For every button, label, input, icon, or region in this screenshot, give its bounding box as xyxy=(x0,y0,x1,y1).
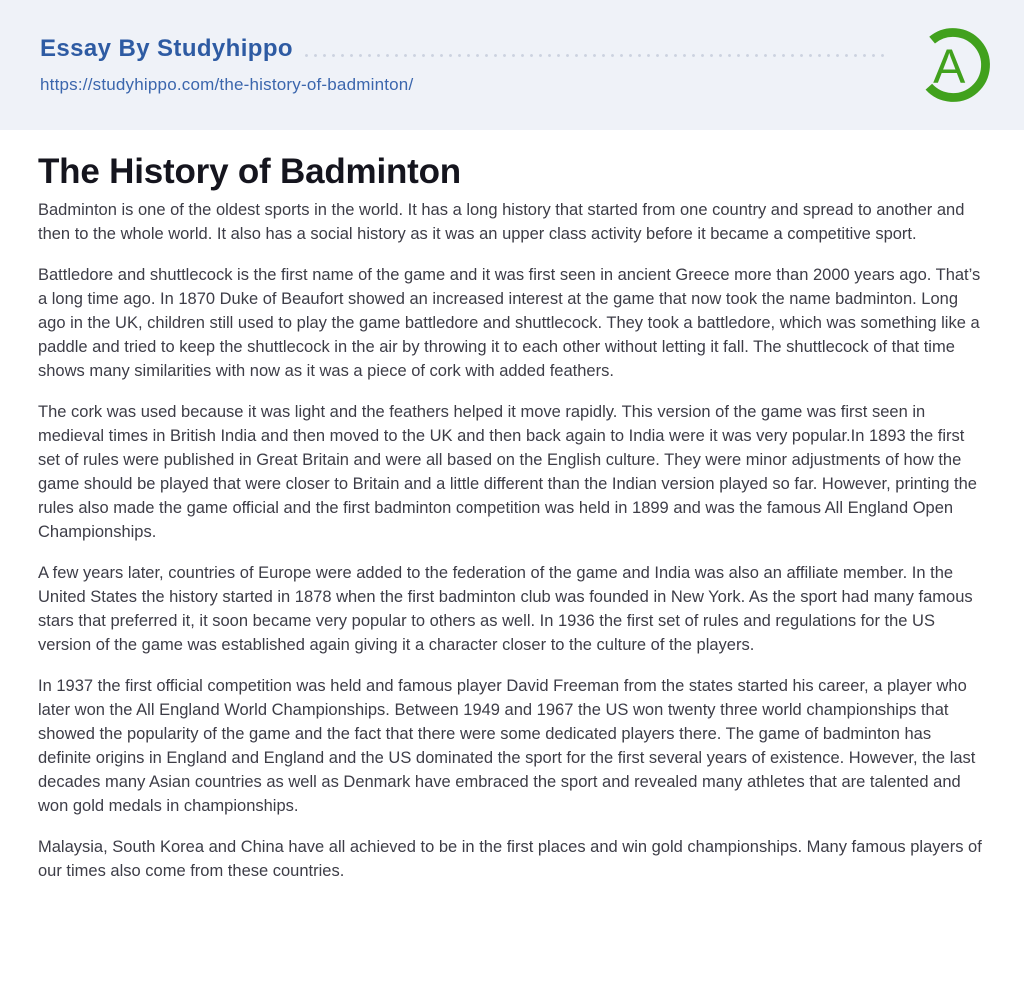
paragraph-4: A few years later, countries of Europe were added to the federation of the game and India was also an affiliate member. In the United States the history started in 1878 when the first badminton club was founded in New York. As the sport had many famous stars that preferred it, it soon became very popular to others as well. In 1936 the first set of rules and regulations for the US version of the game was established again giving it a character closer to the culture of the players. xyxy=(38,564,973,654)
paragraph-5: In 1937 the first official competition was held and famous player David Freeman from the states started his career, a player who later won the All England World Championships. Between 1949 and 1967 the US won twenty three world championships that showed the popularity of the game and the fact that there were some dedicated players there. The game of badminton has definite origins in England and England and the US dominated the sport for the first several years of existence. However, the last decades many Asian countries as well as Denmark have embraced the sport and revealed many athletes that are talented and won gold medals in championships. xyxy=(38,677,976,815)
paragraph-2: Battledore and shuttlecock is the first name of the game and it was first seen in ancient Greece more than 2000 years ago. That’s a long time ago. In 1870 Duke of Beaufort showed an increased interest at the game that now took the name badminton. Long ago in the UK, children still used to play the game battledore and shuttlecock. They took a battledore, which was something like a paddle and tried to keep the shuttlecock in the air by throwing it to each other without letting it fall. The shuttlecock of that time shows many similarities with now as it was a piece of cork with added feathers. xyxy=(38,266,981,380)
paragraph-1: Badminton is one of the oldest sports in the world. It has a long history that started from one country and spread to another and then to the whole world. It also has a social history as it was an upper class activity before it became a competitive sport. xyxy=(38,201,965,243)
site-title: Essay By Studyhippo xyxy=(40,34,293,62)
paragraph-3: The cork was used because it was light and the feathers helped it move rapidly. This version of the game was first seen in medieval times in British India and then moved to the UK and then back again to India were it was very popular.In 1893 the first set of rules were published in Great Britain and were all based on the English culture. They were minor adjustments of how the game should be played that were closer to Britain and a little different than the Indian version played so far. However, printing the rules also made the game official and the first badminton competition was held in 1899 and was the famous All England Open Championships. xyxy=(38,403,977,541)
page-header xyxy=(0,0,1024,130)
essay-url-link[interactable]: https://studyhippo.com/the-history-of-badminton/ xyxy=(40,75,414,95)
logo-letter: A xyxy=(933,39,966,94)
header-title-row xyxy=(40,35,888,64)
page-title: The History of Badminton xyxy=(38,152,461,191)
studyhippo-logo xyxy=(914,26,992,104)
dotted-leader xyxy=(305,54,888,57)
paragraph-6: Malaysia, South Korea and China have all achieved to be in the first places and win gold championships. Many famous players of our times also come from these countries. xyxy=(38,838,982,880)
header-text-block xyxy=(40,35,914,96)
essay-article xyxy=(0,151,1024,883)
